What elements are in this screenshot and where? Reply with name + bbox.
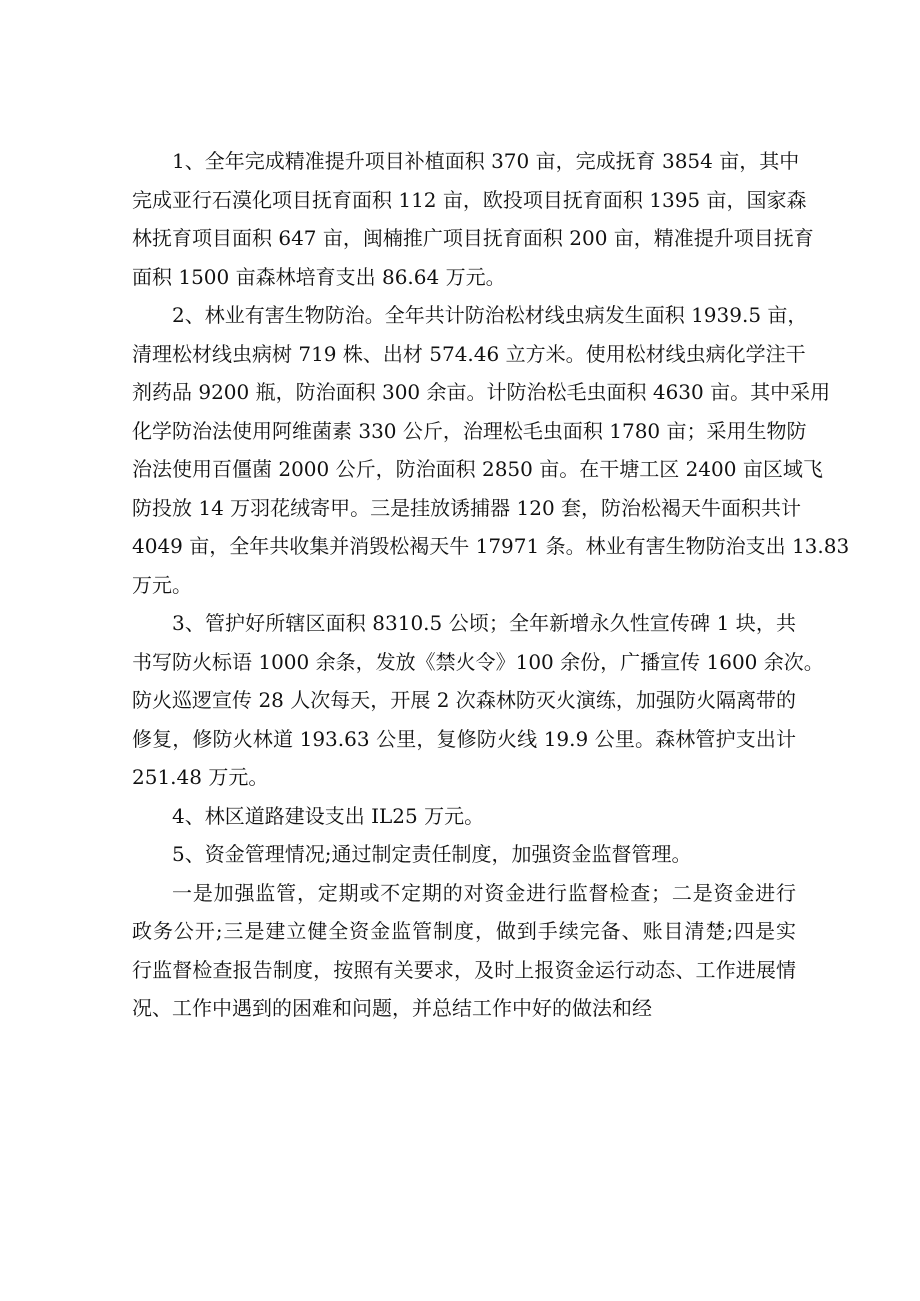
text-line: 剂药品 9200 瓶，防治面积 300 余亩。计防治松毛虫面积 4630 亩。其中采用 [132,380,831,404]
text-line: 化学防治法使用阿维菌素 330 公斤，治理松毛虫面积 1780 亩；采用生物防 [132,418,807,443]
text-line: 清理松材线虫病树 719 株、出材 574.46 立方米。使用松材线虫病化学注干 [132,341,806,366]
paragraph-5-fund-management [132,835,796,874]
text-line: 治法使用百僵菌 2000 公斤，防治面积 2850 亩。在干塘工区 2400 亩区域飞 [132,457,823,481]
text-line: 防投放 14 万羽花绒寄甲。三是挂放诱捕器 120 套，防治松褐天牛面积共计 [132,495,802,520]
text-line: 251.48 万元。 [132,765,269,789]
text-line: 面积 1500 亩森林培育支出 86.64 万元。 [132,264,506,289]
text-line: 万元。 [132,572,192,597]
text-line: 2、林业有害生物防治。全年共计防治松材线虫病发生面积 1939.5 亩， [172,303,808,327]
paragraph-6-supervision-measures [132,874,796,1028]
text-line: 1、全年完成精准提升项目补植面积 370 亩，完成抚育 3854 亩，其中 [172,149,800,173]
document-body [132,142,850,1028]
paragraph-2-pest-control [132,296,850,604]
text-line: 书写防火标语 1000 余条，发放《禁火令》100 余份，广播宣传 1600 余次。 [132,649,824,674]
text-line: 3、管护好所辖区面积 8310.5 公顷；全年新增永久性宣传碑 1 块，共 [172,611,796,635]
text-line: 4049 亩，全年共收集并消毁松褐天牛 17971 条。林业有害生物防治支出 13.83 [132,534,850,558]
text-line: 况、工作中遇到的困难和问题，并总结工作中好的做法和经 [132,996,652,1020]
paragraph-4-road-construction [132,797,796,836]
text-line: 5、资金管理情况;通过制定责任制度，加强资金监督管理。 [172,842,692,866]
paragraph-1-silviculture [132,142,814,296]
text-line: 4、林区道路建设支出 IL25 万元。 [172,803,485,828]
text-line: 防火巡逻宣传 28 人次每天，开展 2 次森林防灭火演练，加强防火隔离带的 [132,688,796,712]
text-line: 一是加强监管，定期或不定期的对资金进行监督检查；二是资金进行 [172,880,796,905]
text-line: 修复，修防火林道 193.63 公里，复修防火线 19.9 公里。森林管护支出计 [132,726,796,751]
text-line: 完成亚行石漠化项目抚育面积 112 亩，欧投项目抚育面积 1395 亩，国家森 [132,187,807,212]
text-line: 行监督检查报告制度，按照有关要求，及时上报资金运行动态、工作进展情 [132,957,796,982]
text-line: 政务公开;三是建立健全资金监管制度，做到手续完备、账目清楚;四是实 [132,919,796,943]
paragraph-3-forest-protection [132,604,824,797]
text-line: 林抚育项目面积 647 亩，闽楠推广项目抚育面积 200 亩，精准提升项目抚育 [132,226,814,250]
